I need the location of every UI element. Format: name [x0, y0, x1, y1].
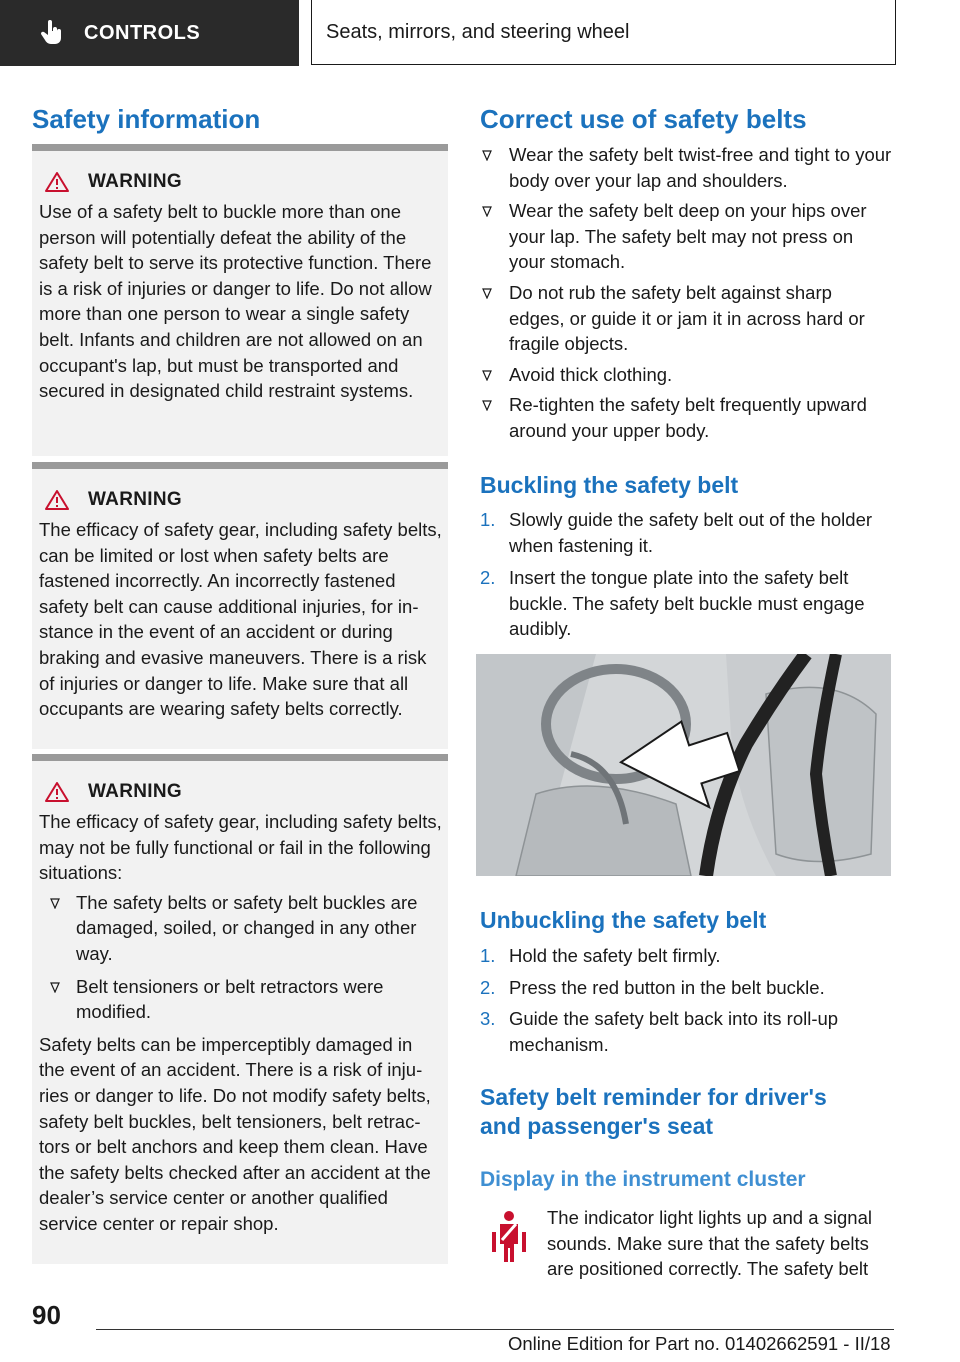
- warning-outro: Safety belts can be imperceptibly damaged in the event of an accident. There is a risk of injuries or danger to life. Do not modify safety belts, safety belt buckles, belt tensioners, belt retractors or belt anchors and keep them clean. Have the safety belts checked after an accident at the dealer’s service center or another qualified service center or repair shop.: [39, 1033, 431, 1234]
- step-number: 2.: [480, 567, 496, 589]
- unbuckling-steps: [480, 943, 892, 1057]
- list-item: 1. Slowly guide the safety belt out of the holder when fastening it.: [480, 509, 873, 556]
- bullet-triangle-icon: [482, 370, 492, 381]
- warning-box-3: [32, 754, 448, 1264]
- warning-triangle-icon: [44, 489, 70, 511]
- bullet-triangle-icon: [50, 898, 60, 909]
- seatbelt-warning-icon: [490, 1210, 528, 1264]
- chapter-title-box: [311, 0, 896, 65]
- bullet-triangle-icon: [482, 400, 492, 411]
- indicator-description: The indicator light lights up and a signal sounds. Make sure that the safety belts are positioned correctly. The safety belt: [547, 1207, 872, 1280]
- warning-label: WARNING: [88, 781, 182, 802]
- bullet-triangle-icon: [482, 206, 492, 217]
- correct-use-heading: Correct use of safety belts: [480, 104, 807, 134]
- list-item: 1. Hold the safety belt firmly.: [480, 943, 892, 969]
- buckling-heading: Buckling the safety belt: [480, 472, 739, 498]
- warning-box-1: [32, 144, 448, 456]
- warning-box-2: [32, 462, 448, 749]
- bullet-triangle-icon: [482, 150, 492, 161]
- hand-pointer-icon: [40, 20, 64, 46]
- list-item: 3. Guide the safety belt back into its roll-up mechanism.: [480, 1008, 839, 1055]
- list-item: Wear the safety belt deep on your hips over your lap. The safety belt may not press on your stomach.: [480, 198, 892, 275]
- instrument-cluster-subheading: Display in the instrument cluster: [480, 1168, 806, 1191]
- list-item: 2. Press the red button in the belt buckle.: [480, 975, 892, 1001]
- warning-bullet-list: [39, 890, 442, 1025]
- list-item: Re-tighten the safety belt frequently upward around your upper body.: [480, 392, 892, 443]
- step-number: 1.: [480, 945, 496, 966]
- list-item: Wear the safety belt twist-free and tight to your body over your lap and shoulders.: [480, 142, 892, 193]
- list-item: 2. Insert the tongue plate into the safety belt buckle. The safety belt buckle must engage audibly.: [480, 567, 865, 640]
- section-label: CONTROLS: [84, 21, 201, 44]
- reminder-heading-line2: and passenger's seat: [480, 1113, 714, 1139]
- list-item: Belt tensioners or belt retractors were modified.: [39, 974, 442, 1025]
- step-number: 3.: [480, 1008, 496, 1030]
- buckling-steps: [480, 507, 892, 642]
- warning-intro: The efficacy of safety gear, including safety belts, may not be fully functional or fail in the following situations:: [39, 811, 442, 884]
- bullet-triangle-icon: [50, 982, 60, 993]
- unbuckling-heading: Unbuckling the safety belt: [480, 907, 767, 933]
- list-item: Do not rub the safety belt against sharp edges, or guide it or jam it in across hard or fragile objects.: [480, 280, 892, 357]
- list-item: Avoid thick clothing.: [480, 362, 892, 388]
- edition-note: Online Edition for Part no. 01402662591 - II/18: [508, 1333, 891, 1354]
- warning-header: [40, 171, 448, 193]
- correct-use-list: [480, 142, 892, 444]
- warning-header: [40, 489, 448, 511]
- step-number: 2.: [480, 976, 496, 998]
- warning-text: Use of a safety belt to buckle more than one person will potentially defeat the ability of the safety belt to serve its protective function. There is a risk of injuries or danger to life. Do not allow more than one person to wear a single safety belt. Infants and children are not allowed on an occupant's lap, but must be transported and secured in designated child restraint systems.: [39, 201, 432, 402]
- warning-label: WARNING: [88, 489, 182, 510]
- seat-belt-drawing: [476, 654, 891, 876]
- step-number: 1.: [480, 509, 496, 530]
- page-number: 90: [32, 1300, 61, 1330]
- warning-text: The efficacy of safety gear, including safety belts, can be limited or lost when safety belts are fastened incorrectly. An incorrectly fastened safety belt can cause additional injuries, for instance in the event of an accident or during braking and evasive maneuvers. There is a risk of injuries or danger to life. Make sure that all occupants are wearing safety belts correctly.: [39, 519, 442, 720]
- section-tab: [0, 0, 299, 66]
- reminder-heading-line1: Safety belt reminder for driver's: [480, 1084, 827, 1110]
- seat-belt-illustration: [476, 654, 891, 876]
- bullet-triangle-icon: [482, 288, 492, 299]
- warning-triangle-icon: [44, 781, 70, 803]
- footer-divider: [96, 1329, 894, 1330]
- warning-header: [40, 781, 448, 803]
- warning-label: WARNING: [88, 171, 182, 192]
- safety-information-heading: Safety information: [32, 104, 261, 134]
- chapter-title: Seats, mirrors, and steering wheel: [326, 20, 630, 43]
- warning-triangle-icon: [44, 171, 70, 193]
- list-item: The safety belts or safety belt buckles are damaged, soiled, or changed in any other way.: [39, 890, 442, 967]
